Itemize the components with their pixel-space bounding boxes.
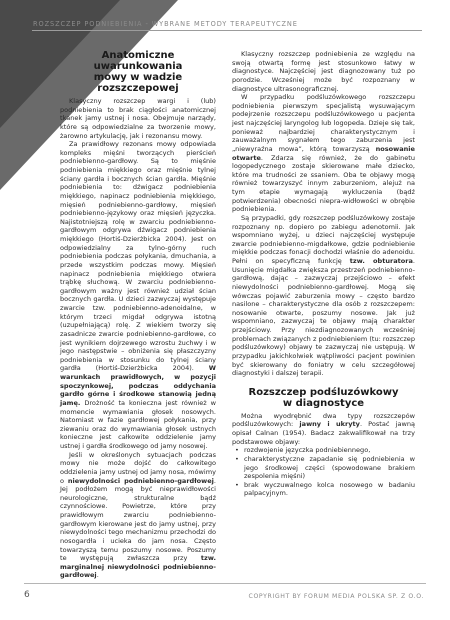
header-rule — [32, 30, 422, 31]
list-item: • brak wyczuwalnego kolca nosowego w badaniu palpacyjnym. — [244, 481, 415, 498]
paragraph: Są przypadki, gdy rozszczep podśluzówkowy zostaje rozpoznany np. dopiero po zabiegu adenotomii. Jak wspomniano wyżej, u dzieci najczęściej występuje zwarcie podniebienno-migdałkowe, gdzie podniebienie miękkie podczas fonacji dochodzi właśnie do adenoidu. Pełni on specyficzną funkcję tzw. obturatora. Usunięcie migdałka zwiększa przestrzeń podniebienno-gardłową, dając – zazwyczaj przejściowo – efekt niewydolności podniebienno-gardłowej. Mogą się wówczas pojawić zaburzenia mowy – często bardzo nasilone – charakterystyczne dla osób z rozszczepem: nosowanie otwarte, poszumy nosowe. Jak już wspomniano, zazwyczaj te objawy mają charakter przejściowy. Przy niezdiagnozowanych wcześniej problemach związanych z podniebieniem (tu: rozszczep podśluzówkowy) objawy te zazwyczaj nie ustępują. W przypadku jakichkolwiek wątpliwości pacjent powinien być skierowany do foniatry w celu szczegółowej diagnostyki i dalszej terapii. — [232, 213, 415, 378]
section-heading-diagnostics: Rozszczep podśluzówkowy w diagnostyce — [248, 386, 399, 409]
list-item: • charakterystyczne zapadanie się podniebienia w jego środkowej części (spowodowane brakiem zespolenia mięśni) — [244, 455, 415, 481]
paragraph: Jeśli w określonych sytuacjach podczas mowy nie może dojść do całkowitego oddzielenia jamy ustnej od jamy nosa, mówimy o niewydolności podniebienno-gardłowej. Jej podłożem mogą być nieprawidłowości neurologiczne, strukturalne bądź czynnościowe. Powietrze, które przy prawidłowym zwarciu podniebienno-gardłowym kierowane jest do jamy ustnej, przy niewydolności tego mechanizmu przechodzi do nosogardła i ucieka do jam nosa. Często towarzyszą temu poszumy nosowe. Poszumy te występują zwłaszcza przy tzw. marginalnej niewydolności podniebienno-gardłowej. — [60, 450, 216, 580]
section-heading-anatomy: Anatomiczne uwarunkowania mowy w wadzie rozszczepowej — [93, 50, 183, 94]
right-column — [232, 50, 415, 498]
paragraph: Za prawidłowy rezonans mowy odpowiada kompleks mięśni tworzących pierścień podniebienno-gardłowy. Są to mięśnie podniebienia miękkiego oraz mięśnie tylnej ściany gardła i bocznych ścian gardła. Mięśnie podniebienia to: dźwigacz podniebienia miękkiego, napinacz podniebienia miękkiego, mięsień podniebienno-gardłowy, mięsień podniebienno-językowy oraz mięsień języczka. Najistotniejszą rolę w zwarciu podniebienno-gardłowym odgrywa dźwigacz podniebienia miękkiego (Hortiś-Dzierżbicka 2004). Jest on odpowiedzialny za tylno-górny ruch podniebienia podczas połykania, dmuchania, a przede wszystkim podczas mowy. Mięsień napinacz podniebienia miękkiego otwiera trąbkę słuchową. W zwarciu podniebienno-gardłowym ważny jest również udział ścian bocznych gardła. U dzieci zazwyczaj występuje zwarcie tzw. podniebienno-adenoidalne, w którym trzeci migdał odgrywa istotną (uzupełniającą) rolę. Z wiekiem tworzy się zasadnicze zwarcie podniebienno-gardłowe, co jest wynikiem dojrzewego wzrostu żuchwy i w jego następstwie – obniżenia się płaszczyzny podniebienia w stosunku do tylnej ściany gardła (Hortiś-Dzierżbicka 2004). W warunkach prawidłowych, w pozycji spoczynkowej, podczas oddychania gardło górne i środkowe stanowią jedną jamę. Drożność ta konieczna jest również w momencie wymawiania głosek nosowych. Natomiast w fazie gardłowej połykania, przy ziewaniu oraz do wymawiania głosek ustnych konieczne jest całkowite oddzielenie jamy ustnej i gardła środkowego od jamy nosowej. — [60, 140, 216, 450]
paragraph: Klasyczny rozszczep podniebienia ze względu na swoją otwartą formę jest stosunkowo łatwy w diagnostyce. Najczęściej jest diagnozowany tuż po porodzie. Wcześniej może być rozpoznany w diagnostyce ultrasonograficznej. — [232, 50, 415, 93]
copyright-notice: COPYRIGHT BY FORUM MEDIA POLSKA SP. Z O.O. — [248, 593, 424, 600]
footer-rule — [24, 583, 426, 584]
symptom-list — [232, 446, 415, 498]
page-number: 6 — [24, 590, 30, 600]
paragraph: Można wyodrębnić dwa typy rozszczepów podśluzówkowych: jawny i ukryty. Postać jawną opisał Calnan (1954). Badacz zakwalifikował na trzy podstawowe objawy: — [232, 411, 415, 446]
paragraph: Klasyczny rozszczep wargi i (lub) podniebienia to brak ciągłości anatomicznej tkanek jamy ustnej i nosa. Obejmuje narządy, które są odpowiedzialne za tworzenie mowy, żarowno artykulację, jak i rezonansu mowy. — [60, 97, 216, 140]
running-header — [0, 0, 450, 32]
running-header-text: ROZSZCZEP PODNIEBIENIA - WYBRANE METODY TERAPEUTYCZNE — [33, 20, 298, 28]
paragraph: W przypadku podśluzówkowego rozszczepu podniebienia pierwszym specjalistą wysuwającym podejrzenie rozszczepu podśluzówkowego u pacjenta jest najczęściej laryngolog lub logopeda. Dzieje się tak, ponieważ najbardziej charakterystycznym i zauważalnym sygnałem tego zaburzenia jest „niewyraźna mowa”, którą towarzyszą nosowanie otwarte. Zdarza się również, że do gabinetu logopedycznego zostaje skierowane małe dziecko, które ma trudności ze ssaniem. Oba te objawy mogą również towarzyszyć innym zaburzeniom, alejuż na tym etapie wymagają wykluczenia (bądź potwierdzenia) obecności niepra-widłowości w obrębie podniebienia. — [232, 93, 415, 214]
left-column — [60, 50, 216, 580]
list-item: • rozdwojenie języczka podniebiennego, — [244, 446, 415, 455]
